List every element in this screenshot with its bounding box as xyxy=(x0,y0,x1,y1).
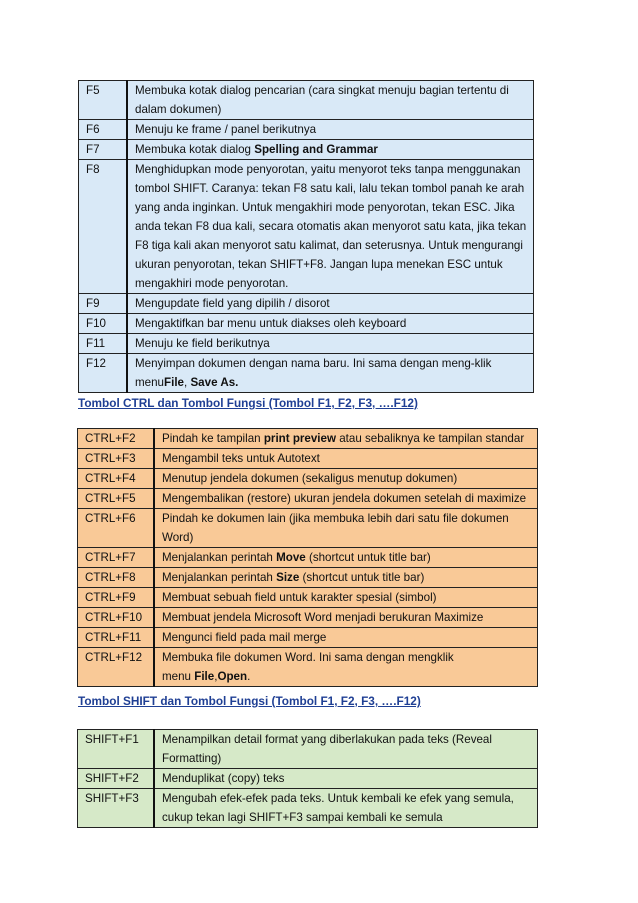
table-row xyxy=(78,628,538,648)
description-cell: Mengupdate field yang dipilih / disorot xyxy=(127,294,534,314)
table-row xyxy=(78,789,538,828)
table-row xyxy=(79,294,534,314)
description-text: Menjalankan perintah xyxy=(162,551,277,564)
table-row xyxy=(78,568,538,588)
description-cell: Menuju ke field berikutnya xyxy=(127,334,534,354)
table-row xyxy=(78,730,538,769)
table-row xyxy=(78,608,538,628)
description-cell xyxy=(127,354,534,393)
table-row xyxy=(79,354,534,393)
description-line: dalam dokumen) xyxy=(135,103,222,116)
description-line xyxy=(135,373,533,392)
description-text: Pindah ke tampilan xyxy=(162,432,264,445)
f-keys-table xyxy=(78,80,534,393)
description-text: Membuka kotak dialog xyxy=(135,143,255,156)
description-bold: File xyxy=(194,670,215,683)
key-cell: F10 xyxy=(79,314,128,334)
key-cell: CTRL+F2 xyxy=(78,429,155,449)
description-line: ukuran penyorotan, tekan SHIFT+F8. Jangan lupa menekan ESC untuk xyxy=(135,258,503,271)
description-line: Mengubah efek-efek pada teks. Untuk kembali ke efek yang semula, xyxy=(162,792,514,805)
description-bold: print preview xyxy=(263,432,336,445)
description-cell: Menuju ke frame / panel berikutnya xyxy=(127,120,534,140)
key-cell: CTRL+F8 xyxy=(78,568,155,588)
description-cell: Mengembalikan (restore) ukuran jendela dokumen setelah di maximize xyxy=(154,489,538,509)
description-bold: Open xyxy=(217,670,248,683)
description-line: Membuka kotak dialog pencarian (cara singkat menuju bagian tertentu di xyxy=(135,84,509,97)
table-row xyxy=(78,489,538,509)
description-line: Word) xyxy=(162,531,194,544)
description-text: (shortcut untuk title bar) xyxy=(305,551,431,564)
key-cell: F8 xyxy=(79,160,128,294)
description-cell xyxy=(154,548,538,568)
description-cell xyxy=(154,509,538,548)
description-cell: Membuat sebuah field untuk karakter spesial (simbol) xyxy=(154,588,538,608)
table-row xyxy=(79,334,534,354)
table-row xyxy=(78,449,538,469)
key-cell: CTRL+F10 xyxy=(78,608,155,628)
section-heading-ctrl: Tombol CTRL dan Tombol Fungsi (Tombol F1, F2, F3, ….F12) xyxy=(78,396,418,410)
key-cell: CTRL+F3 xyxy=(78,449,155,469)
description-line: Pindah ke dokumen lain (jika membuka lebih dari satu file dokumen xyxy=(162,512,509,525)
description-line: cukup tekan lagi SHIFT+F3 sampai kembali ke semula xyxy=(162,811,443,824)
description-text: (shortcut untuk title bar) xyxy=(299,571,425,584)
key-cell: CTRL+F12 xyxy=(78,648,155,687)
description-line: mengakhiri mode penyorotan. xyxy=(135,277,289,290)
key-cell: SHIFT+F3 xyxy=(78,789,155,828)
key-cell: F11 xyxy=(79,334,128,354)
description-cell xyxy=(154,730,538,769)
description-text: menu xyxy=(162,670,195,683)
ctrl-keys-table xyxy=(77,428,538,687)
key-cell: CTRL+F11 xyxy=(78,628,155,648)
key-cell: F6 xyxy=(79,120,128,140)
description-bold: Save As. xyxy=(190,376,239,389)
description-cell: Mengambil teks untuk Autotext xyxy=(154,449,538,469)
description-cell: Menduplikat (copy) teks xyxy=(154,769,538,789)
table-row xyxy=(79,120,534,140)
table-row xyxy=(78,648,538,687)
description-cell xyxy=(127,81,534,120)
description-cell: Mengaktifkan bar menu untuk diakses oleh keyboard xyxy=(127,314,534,334)
description-line: Membuka file dokumen Word. Ini sama dengan mengklik xyxy=(162,651,454,664)
section-heading-shift: Tombol SHIFT dan Tombol Fungsi (Tombol F1, F2, F3, ….F12) xyxy=(78,694,421,708)
description-cell: Mengunci field pada mail merge xyxy=(154,628,538,648)
key-cell: CTRL+F5 xyxy=(78,489,155,509)
table-row xyxy=(78,588,538,608)
description-bold: File xyxy=(164,376,184,389)
description-cell xyxy=(154,568,538,588)
description-line: anda tekan F8 dua kali, secara otomatis akan menyorot satu kata, jika tekan xyxy=(135,220,527,233)
description-cell xyxy=(127,140,534,160)
description-text: atau sebaliknya ke tampilan standar xyxy=(336,432,525,445)
table-row xyxy=(78,469,538,489)
key-cell: F7 xyxy=(79,140,128,160)
description-text: Menjalankan perintah xyxy=(162,571,277,584)
table-row xyxy=(79,160,534,294)
table-row xyxy=(78,429,538,449)
key-cell: CTRL+F6 xyxy=(78,509,155,548)
description-line: F8 tiga kali akan menyorot satu kalimat, dan seterusnya. Untuk mengurangi xyxy=(135,239,523,252)
description-cell: Menutup jendela dokumen (sekaligus menutup dokumen) xyxy=(154,469,538,489)
key-cell: F12 xyxy=(79,354,128,393)
table-row xyxy=(78,548,538,568)
description-line xyxy=(162,667,537,686)
description-text: menu xyxy=(135,376,165,389)
table-row xyxy=(78,509,538,548)
description-line: Menampilkan detail format yang diberlakukan pada teks (Reveal xyxy=(162,733,492,746)
description-line: yang anda inginkan. Untuk mengakhiri mode penyorotan, tekan ESC. Jika xyxy=(135,201,515,214)
key-cell: SHIFT+F2 xyxy=(78,769,155,789)
table-row xyxy=(79,81,534,120)
description-text: , xyxy=(184,376,191,389)
description-cell xyxy=(154,648,538,687)
description-line: Menyimpan dokumen dengan nama baru. Ini sama dengan meng-klik xyxy=(135,357,492,370)
shift-keys-table xyxy=(77,729,538,828)
description-line: tombol SHIFT. Caranya: tekan F8 satu kali, lalu tekan tombol panah ke arah xyxy=(135,182,525,195)
table-row xyxy=(79,314,534,334)
description-bold: Spelling and Grammar xyxy=(254,143,378,156)
description-cell xyxy=(154,789,538,828)
description-cell xyxy=(127,160,534,294)
key-cell: CTRL+F7 xyxy=(78,548,155,568)
description-bold: Size xyxy=(276,571,300,584)
description-line: Menghidupkan mode penyorotan, yaitu menyorot teks tanpa menggunakan xyxy=(135,163,521,176)
key-cell: CTRL+F9 xyxy=(78,588,155,608)
key-cell: F5 xyxy=(79,81,128,120)
table-row xyxy=(78,769,538,789)
description-cell: Membuat jendela Microsoft Word menjadi berukuran Maximize xyxy=(154,608,538,628)
key-cell: CTRL+F4 xyxy=(78,469,155,489)
description-line: Formatting) xyxy=(162,752,222,765)
description-bold: Move xyxy=(276,551,306,564)
description-text: , xyxy=(214,670,218,683)
key-cell: SHIFT+F1 xyxy=(78,730,155,769)
key-cell: F9 xyxy=(79,294,128,314)
table-row xyxy=(79,140,534,160)
description-cell xyxy=(154,429,538,449)
description-text: . xyxy=(247,670,251,683)
